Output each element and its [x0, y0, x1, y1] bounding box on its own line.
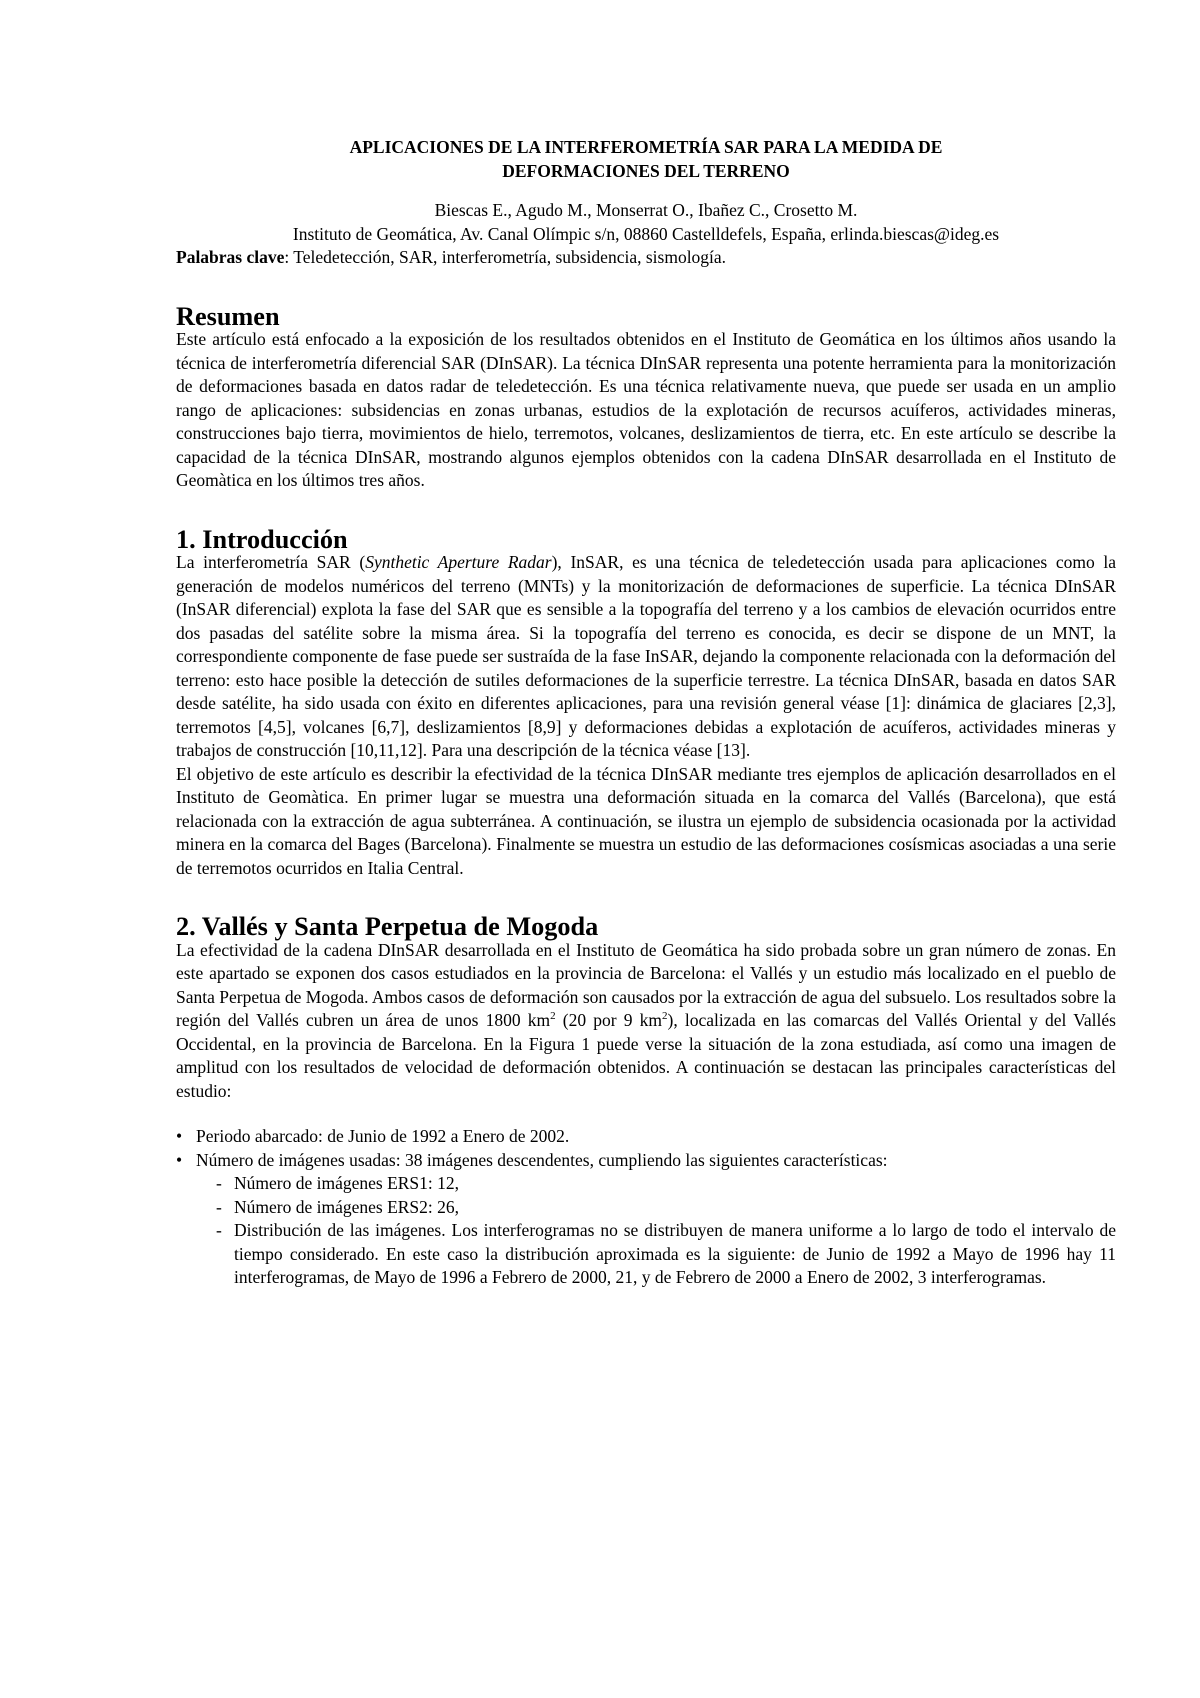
sub-list-item: - Número de imágenes ERS2: 26,: [216, 1196, 1116, 1220]
intro-paragraph-1: [176, 551, 1116, 763]
list-item: [176, 1125, 1116, 1149]
title-line-1: APLICACIONES DE LA INTERFEROMETRÍA SAR PARA LA MEDIDA DE: [349, 137, 943, 157]
intro-p1-end: ), InSAR, es una técnica de teledetección usada para aplicaciones como la generación de modelos numéricos del terreno (MNTs) y la monitorización de deformaciones de superficie. La técnica DInSAR (InSAR diferencial) explota la fase del SAR que es sensible a la topografía del terreno y a los cambios de elevación ocurridos entre dos pasadas del satélite sobre la misma área. Si la topografía del terreno es conocida, es decir se dispone de un MNT, la correspondiente componente de fase puede ser sustraída de la fase InSAR, dejando la componente relacionada con la deformación del terreno: esto hace posible la detección de sutiles deformaciones de la superficie terrestre. La técnica DInSAR, basada en datos SAR desde satélite, ha sido usada con éxito en diferentes aplicaciones, para una revisión general véase [1]: dinámica de glaciares [2,3], terremotos [4,5], volcanes [6,7], deslizamientos [8,9] y deformaciones debidas a explotación de acuíferos, actividades mineras y trabajos de construcción [10,11,12]. Para una descripción de la técnica véase [13].: [176, 552, 1116, 760]
image-details-list: [196, 1172, 1116, 1290]
affiliation: Instituto de Geomática, Av. Canal Olímpic s/n, 08860 Castelldefels, España, erlinda.biescas@ideg.es: [292, 223, 1000, 244]
valles-heading: 2. Vallés y Santa Perpetua de Mogoda: [176, 912, 599, 941]
intro-paragraph-2: El objetivo de este artículo es describir la efectividad de la técnica DInSAR mediante tres ejemplos de aplicación desarrollados en el Instituto de Geomàtica. En primer lugar se muestra una deformación situada en la comarca del Vallés (Barcelona), que está relacionada con la extracción de agua subterránea. A continuación, se ilustra un ejemplo de subsidencia ocasionada por la actividad minera en la comarca del Bages (Barcelona). Finalmente se muestra un estudio de las deformaciones cosísmicas asociadas a una serie de terremotos ocurridos en Italia Central.: [176, 763, 1116, 878]
superscript: 2: [550, 1010, 556, 1023]
valles-paragraph-1: [176, 939, 1116, 1104]
keywords-label: Palabras clave: [176, 247, 285, 267]
valles-p1-c: ), localizada en las comarcas del Vallés Oriental y del Vallés Occidental, en la provincia de Barcelona. En la Figura 1 puede verse la situación de la zona estudiada, así como una imagen de amplitud con los resultados de velocidad de deformación obtenidos. A continuación se destacan las principales características del estudio:: [176, 1010, 1116, 1101]
valles-p1-a: La efectividad de la cadena DInSAR desarrollada en el Instituto de Geomática ha sido probada sobre un gran número de zonas. En este apartado se exponen dos casos estudiados en la provincia de Barcelona: el Vallés y un estudio más localizado en el pueblo de Santa Perpetua de Mogoda. Ambos casos de deformación son causados por la extracción de agua del subsuelo. Los resultados sobre la región del Vallés cubren un área de unos 1800 km: [176, 939, 1116, 1030]
intro-p1-start: La interferometría SAR (: [176, 552, 366, 572]
bullet-text: Periodo abarcado: de Junio de 1992 a Enero de 2002.: [196, 1126, 570, 1146]
keywords: [176, 246, 1116, 270]
keywords-text: : Teledetección, SAR, interferometría, subsidencia, sismología.: [284, 247, 727, 267]
paper-title: [176, 136, 1116, 183]
title-line-2: DEFORMACIONES DEL TERRENO: [502, 160, 790, 181]
bullet-text: Número de imágenes usadas: 38 imágenes descendentes, cumpliendo las siguientes características:: [196, 1149, 888, 1170]
authors: Biescas E., Agudo M., Monserrat O., Ibañez C., Crosetto M.: [434, 200, 858, 220]
intro-p1-italic: Synthetic Aperture Radar: [365, 552, 552, 572]
paper-page: [176, 136, 1116, 1290]
intro-heading: 1. Introducción: [176, 524, 348, 554]
valles-p1-b: (20 por 9 km: [555, 1010, 663, 1030]
sub-list-item: - Distribución de las imágenes. Los interferogramas no se distribuyen de manera uniforme a lo largo de todo el intervalo de tiempo considerado. En este caso la distribución aproximada es la siguiente: de Junio de 1992 a Mayo de 1996 hay 11 interferogramas, de Mayo de 1996 a Febrero de 2000, 21, y de Febrero de 2000 a Enero de 2002, 3 interferogramas.: [216, 1219, 1116, 1290]
abstract-text: Este artículo está enfocado a la exposición de los resultados obtenidos en el Instituto de Geomática en los últimos años usando la técnica de interferometría diferencial SAR (DInSAR). La técnica DInSAR representa una potente herramienta para la monitorización de deformaciones basada en datos radar de teledetección. Es una técnica relativamente nueva, que puede ser usada en un amplio rango de aplicaciones: subsidencias en zonas urbanas, estudios de la explotación de recursos acuíferos, actividades mineras, construcciones bajo tierra, movimientos de hielo, terremotos, volcanes, deslizamientos de tierra, etc. En este artículo se describe la capacidad de la técnica DInSAR, mostrando algunos ejemplos obtenidos con la cadena DInSAR desarrollada en el Instituto de Geomàtica en los últimos tres años.: [176, 329, 1116, 490]
abstract-heading: Resumen: [176, 301, 280, 331]
sub-list-item: - Número de imágenes ERS1: 12,: [216, 1172, 1116, 1196]
study-characteristics-list: [176, 1125, 1116, 1290]
list-item: [176, 1149, 1116, 1290]
superscript: 2: [662, 1010, 668, 1023]
